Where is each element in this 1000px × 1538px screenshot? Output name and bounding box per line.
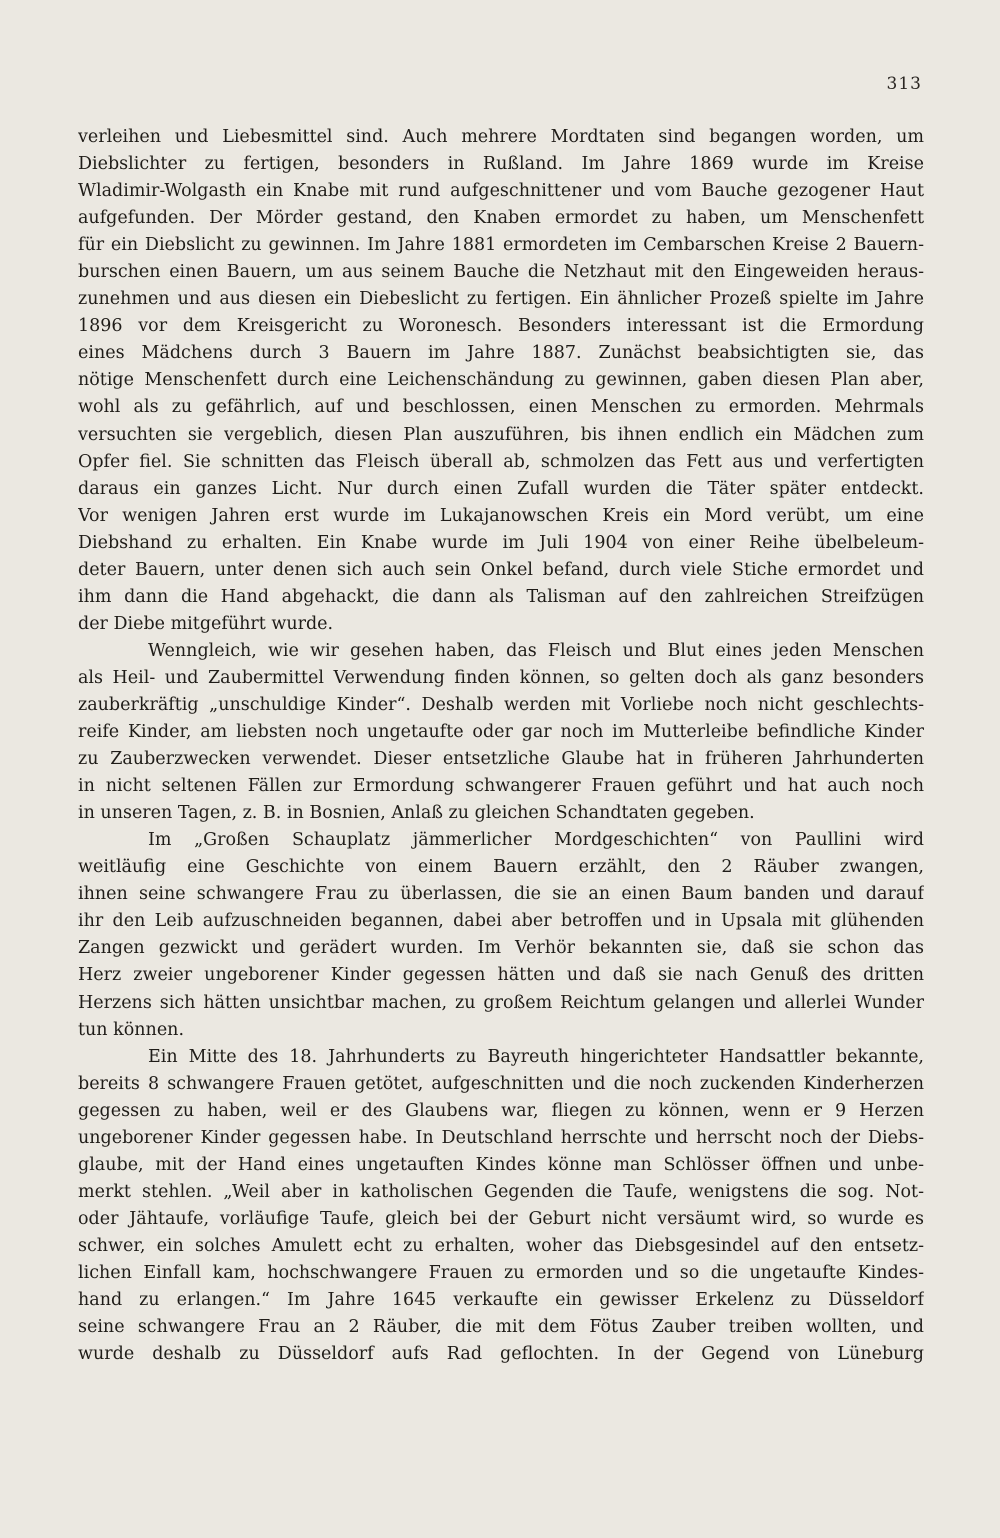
text-line: wohl als zu gefährlich, auf und beschlossen, einen Menschen zu ermorden. Mehrmals [78,397,924,418]
text-line: in nicht seltenen Fällen zur Ermordung schwangerer Frauen geführt und hat auch noch [78,776,924,797]
text-line: wurde deshalb zu Düsseldorf aufs Rad geflochten. In der Gegend von Lüneburg [78,1344,924,1365]
text-line: zunehmen und aus diesen ein Diebeslicht zu fertigen. Ein ähnlicher Prozeß spielte im Jahre [78,289,924,310]
text-line: lichen Einfall kam, hochschwangere Frauen zu ermorden und so die ungetaufte Kindes- [78,1262,924,1283]
text-line: bereits 8 schwangere Frauen getötet, aufgeschnitten und die noch zuckenden Kinderherzen [78,1073,924,1094]
text-line: glaube, mit der Hand eines ungetauften Kindes könne man Schlösser öffnen und unbe- [78,1154,924,1175]
text-line: Wladimir-Wolgasth ein Knabe mit rund aufgeschnittener und vom Bauche gezogener Haut [78,181,924,202]
body-text [78,124,924,1368]
text-line: verleihen und Liebesmittel sind. Auch mehrere Mordtaten sind begangen worden, um [78,127,924,147]
text-line: Herz zweier ungeborener Kinder gegessen hätten und daß sie nach Genuß des dritten [78,965,924,986]
text-line: Zangen gezwickt und gerädert wurden. Im Verhör bekannten sie, daß sie schon das [78,938,924,959]
text-line: schwer, ein solches Amulett echt zu erhalten, woher das Diebsgesindel auf den entsetz- [78,1235,924,1256]
text-line: seine schwangere Frau an 2 Räuber, die mit dem Fötus Zauber treiben wollten, und [78,1317,924,1338]
text-line: weitläufig eine Geschichte von einem Bauern erzählt, den 2 Räuber zwangen, [78,857,924,878]
text-line: nötige Menschenfett durch eine Leichenschändung zu gewinnen, gaben diesen Plan aber, [78,370,924,391]
text-line: als Heil- und Zaubermittel Verwendung finden können, so gelten doch als ganz besonders [78,667,924,688]
text-line: für ein Diebslicht zu gewinnen. Im Jahre 1881 ermordeten im Cembarschen Kreise 2 Bauern- [78,235,924,256]
text-line: deter Bauern, unter denen sich auch sein Onkel befand, durch viele Stiche ermordet und [78,559,924,580]
text-line: 1896 vor dem Kreisgericht zu Woronesch. Besonders interessant ist die Ermordung [78,316,924,337]
text-line: in unseren Tagen, z. B. in Bosnien, Anlaß zu gleichen Schandtaten gegeben. [78,803,755,824]
text-line: burschen einen Bauern, um aus seinem Bauche die Netzhaut mit den Eingeweiden heraus- [78,262,924,283]
text-line: ihm dann die Hand abgehackt, die dann als Talisman auf den zahlreichen Streifzügen [78,586,924,607]
text-line: daraus ein ganzes Licht. Nur durch einen Zufall wurden die Täter später entdeckt. [78,478,924,499]
text-line: eines Mädchens durch 3 Bauern im Jahre 1887. Zunächst beabsichtigten sie, das [78,343,924,364]
text-line: zu Zauberzwecken verwendet. Dieser entsetzliche Glaube hat in früheren Jahrhunderten [78,749,924,770]
text-line: Herzens sich hätten unsichtbar machen, zu großem Reichtum gelangen und allerlei Wunder [78,992,924,1013]
text-line: Im „Großen Schauplatz jämmerlicher Mordgeschichten“ von Paullini wird [148,830,924,851]
text-line: Opfer fiel. Sie schnitten das Fleisch überall ab, schmolzen das Fett aus und verfertigten [78,451,924,472]
text-line: ihr den Leib aufzuschneiden begannen, dabei aber betroffen und in Upsala mit glühenden [78,911,924,932]
text-line: hand zu erlangen.“ Im Jahre 1645 verkaufte ein gewisser Erkelenz zu Düsseldorf [78,1290,924,1311]
text-line: Ein Mitte des 18. Jahrhunderts zu Bayreuth hingerichteter Handsattler bekannte, [148,1046,924,1067]
text-line: versuchten sie vergeblich, diesen Plan auszuführen, bis ihnen endlich ein Mädchen zum [78,424,924,445]
text-line: Diebshand zu erhalten. Ein Knabe wurde im Juli 1904 von einer Reihe übelbeleum- [78,532,924,553]
text-line: ungeborener Kinder gegessen habe. In Deutschland herrschte und herrscht noch der Diebs- [78,1127,924,1148]
text-line: merkt stehlen. „Weil aber in katholischen Gegenden die Taufe, wenigstens die sog. Not- [78,1181,924,1202]
text-line: Vor wenigen Jahren erst wurde im Lukajanowschen Kreis ein Mord verübt, um eine [78,505,924,526]
text-line: gegessen zu haben, weil er des Glaubens war, fliegen zu können, wenn er 9 Herzen [78,1100,924,1121]
text-line: reife Kinder, am liebsten noch ungetaufte oder gar noch im Mutterleibe befindliche Kinder [78,722,924,743]
text-line: zauberkräftig „unschuldige Kinder“. Deshalb werden mit Vorliebe noch nicht geschlechts- [78,694,924,715]
text-line: tun können. [78,1019,185,1040]
text-line: Diebslichter zu fertigen, besonders in Rußland. Im Jahre 1869 wurde im Kreise [78,154,924,175]
text-line: Wenngleich, wie wir gesehen haben, das Fleisch und Blut eines jeden Menschen [148,640,924,661]
text-line: aufgefunden. Der Mörder gestand, den Knaben ermordet zu haben, um Menschenfett [78,208,924,229]
text-line: oder Jähtaufe, vorläufige Taufe, gleich bei der Geburt nicht versäumt wird, so wurde es [78,1208,924,1229]
text-line: der Diebe mitgeführt wurde. [78,613,334,634]
page-number: 313 [886,74,922,94]
text-line: ihnen seine schwangere Frau zu überlassen, die sie an einen Baum banden und darauf [78,884,924,905]
